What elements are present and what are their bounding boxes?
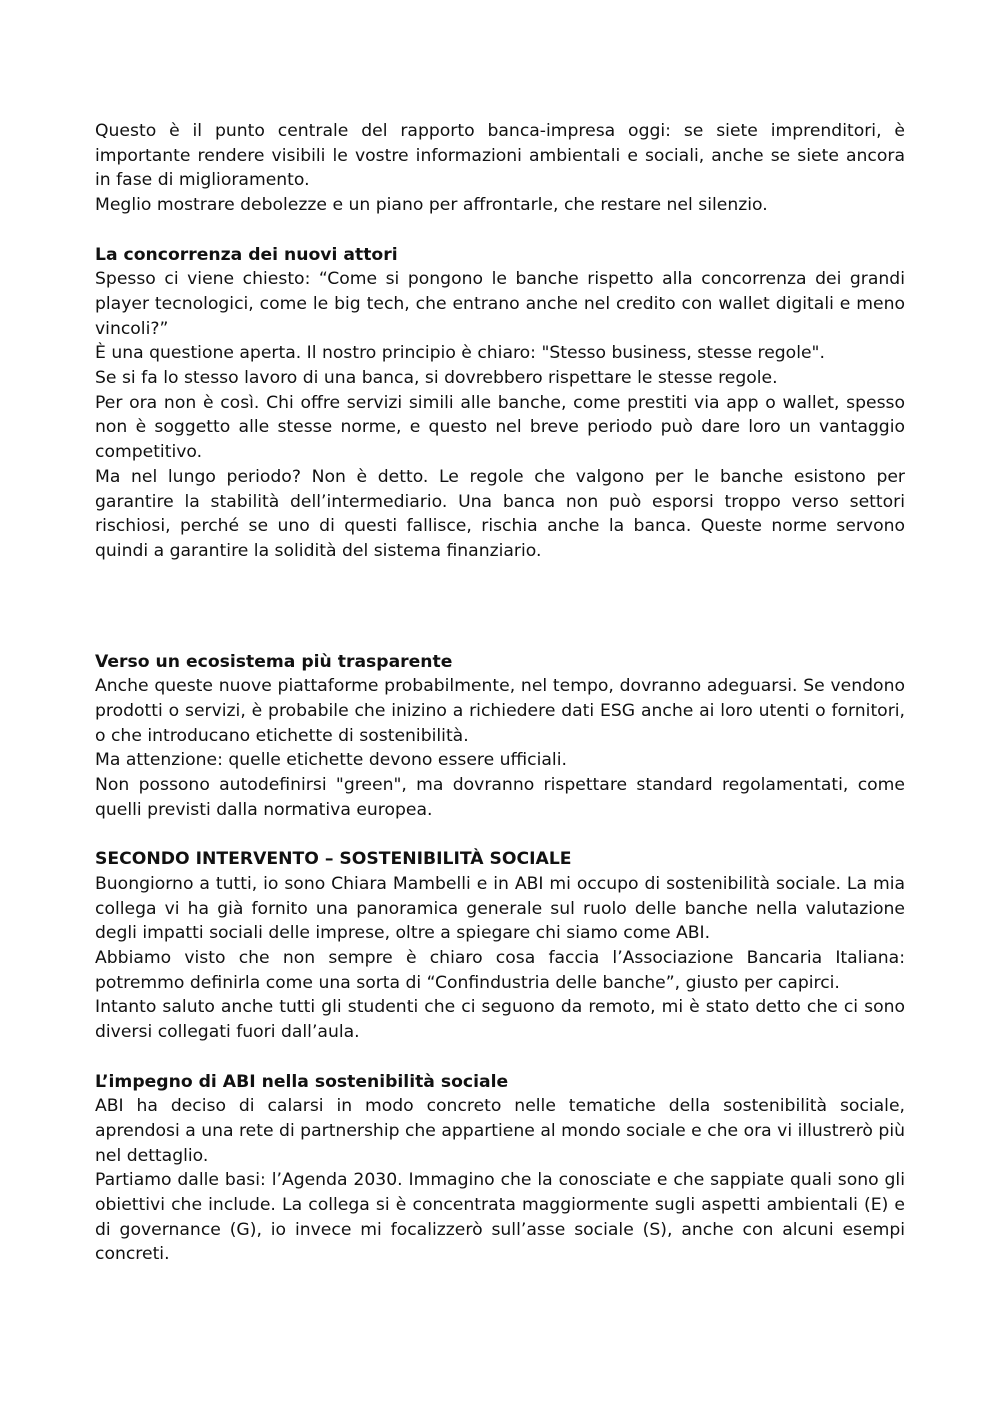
- spacer: [95, 823, 905, 848]
- paragraph: Per ora non è così. Chi offre servizi simili alle banche, come prestiti via app o wallet, spesso non è soggetto alle stesse norme, e questo nel breve periodo può dare loro un vantaggio competitivo.: [95, 392, 905, 463]
- section-heading-secondo-intervento: SECONDO INTERVENTO – SOSTENIBILITÀ SOCIALE: [95, 849, 572, 870]
- paragraph: Intanto saluto anche tutti gli studenti che ci seguono da remoto, mi è stato detto che ci sono diversi collegati fuori dall’aula.: [95, 997, 905, 1043]
- paragraph: Non possono autodefinirsi "green", ma dovranno rispettare standard regolamentati, come quelli previsti dalla normativa europea.: [95, 775, 905, 820]
- paragraph: Anche queste nuove piattaforme probabilmente, nel tempo, dovranno adeguarsi. Se vendono prodotti o servizi, è probabile che inizino a richiedere dati ESG anche ai loro utenti o fornitori, o che introducano etichette di sostenibilità.: [95, 676, 905, 746]
- section-heading-impegno-abi: L’impegno di ABI nella sostenibilità sociale: [95, 1071, 509, 1092]
- paragraph: Buongiorno a tutti, io sono Chiara Mambelli e in ABI mi occupo di sostenibilità sociale. La mia collega vi ha già fornito una panoramica generale sul ruolo delle banche nella valutazione degli impatti sociali delle imprese, oltre a spiegare chi siamo come ABI.: [95, 873, 905, 944]
- spacer: [95, 1045, 905, 1070]
- spacer: [95, 564, 905, 650]
- document-page: [95, 119, 905, 1267]
- section-heading-ecosistema: Verso un ecosistema più trasparente: [95, 651, 453, 672]
- paragraph: Questo è il punto centrale del rapporto banca-impresa oggi: se siete imprenditori, è importante rendere visibili le vostre informazioni ambientali e sociali, anche se siete ancora in fase di miglioramento.: [95, 121, 905, 191]
- paragraph: Se si fa lo stesso lavoro di una banca, si dovrebbero rispettare le stesse regole.: [95, 368, 778, 389]
- paragraph: È una questione aperta. Il nostro principio è chiaro: "Stesso business, stesse regole".: [95, 343, 825, 364]
- paragraph: Ma attenzione: quelle etichette devono essere ufficiali.: [95, 750, 567, 771]
- section-heading-concorrenza: La concorrenza dei nuovi attori: [95, 244, 398, 265]
- paragraph: Partiamo dalle basi: l’Agenda 2030. Immagino che la conosciate e che sappiate quali sono gli obiettivi che include. La collega si è concentrata maggiormente sugli aspetti ambientali (E) e di governance (G), io invece mi focalizzerò sull’asse sociale (S), anche con alcuni esempi concreti.: [95, 1170, 905, 1265]
- paragraph: ABI ha deciso di calarsi in modo concreto nelle tematiche della sostenibilità sociale, aprendosi a una rete di partnership che appartiene al mondo sociale e che ora vi illustrerò più nel dettaglio.: [95, 1096, 905, 1166]
- spacer: [95, 218, 905, 243]
- paragraph: Meglio mostrare debolezze e un piano per affrontarle, che restare nel silenzio.: [95, 195, 768, 216]
- paragraph: Ma nel lungo periodo? Non è detto. Le regole che valgono per le banche esistono per garantire la stabilità dell’intermediario. Una banca non può esporsi troppo verso settori rischiosi, perché se uno di questi fallisce, rischia anche la banca. Queste norme servono quindi a garantire la solidità del sistema finanziario.: [95, 466, 905, 561]
- paragraph: Abbiamo visto che non sempre è chiaro cosa faccia l’Associazione Bancaria Italiana: potremmo definirla come una sorta di “Confindustria delle banche”, giusto per capirci.: [95, 948, 905, 993]
- paragraph: Spesso ci viene chiesto: “Come si pongono le banche rispetto alla concorrenza dei grandi player tecnologici, come le big tech, che entrano anche nel credito con wallet digitali e meno vincoli?”: [95, 269, 905, 339]
